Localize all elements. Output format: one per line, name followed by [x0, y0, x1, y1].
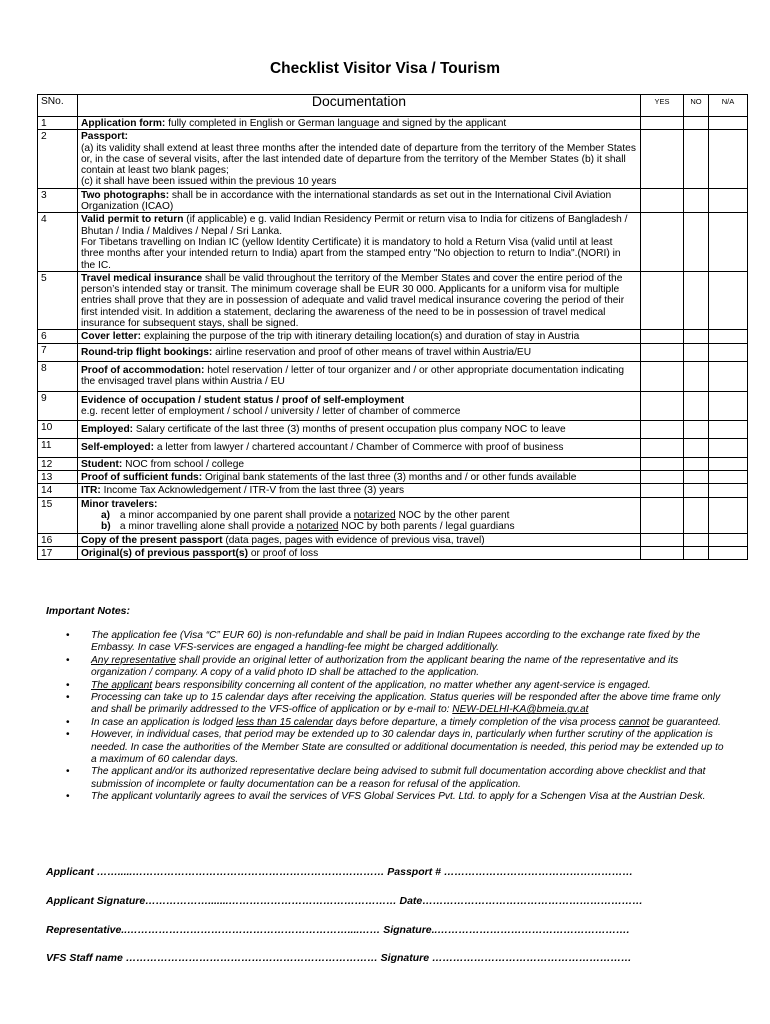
bold-text: Minor travelers: — [81, 498, 158, 510]
checkbox-cell-na[interactable] — [709, 546, 748, 559]
header-sno: SNo. — [38, 95, 78, 117]
table-row — [38, 361, 748, 391]
checkbox-cell-na[interactable] — [709, 421, 748, 439]
bold-text: Original(s) of previous passport(s) — [81, 547, 248, 559]
bold-text: Travel medical insurance — [81, 272, 203, 284]
table-row — [38, 484, 748, 497]
row-documentation — [78, 457, 641, 470]
checkbox-cell-na[interactable] — [709, 497, 748, 533]
header-documentation: Documentation — [78, 95, 641, 117]
bold-text: Self-employed: — [81, 442, 155, 454]
bullet-icon: • — [66, 791, 70, 803]
checkbox-cell-na[interactable] — [709, 361, 748, 391]
text: shall be valid throughout the territory of the Member States and cover the entire period of the person’s intended stay or transit. The minimum coverage shall be EUR 30 000. Applicants for a uniform visa for multiple entries shall prove that they are in possession of adequate and valid travel medical insurance covering the period of their first intended visit. In addition a statement, declaring the awareness of the need to be in possession of travel medical insurance for subsequent stays, shall be signed. — [81, 272, 625, 330]
row-number: 14 — [38, 484, 78, 497]
representative-signature-line: Representative..………………………………………………………....…… Signature..………………………………………………. — [46, 924, 630, 936]
text: shall provide an original letter of authorization from the applicant bearing the name of the representative and its organization / company. A copy of a valid photo ID shall be attached to the application. — [91, 654, 679, 679]
header-na: N/A — [709, 95, 748, 117]
row-line — [81, 395, 637, 406]
underlined-text: less than 15 calendar — [236, 716, 333, 728]
table-row — [38, 391, 748, 421]
checkbox-cell-yes[interactable] — [641, 457, 684, 470]
checkbox-cell-na[interactable] — [709, 457, 748, 470]
bullet-icon: • — [66, 654, 70, 666]
checkbox-cell-na[interactable] — [709, 117, 748, 130]
checkbox-cell-no[interactable] — [684, 421, 709, 439]
text: NOC from school / college — [122, 458, 245, 470]
row-number: 11 — [38, 439, 78, 457]
row-line — [81, 143, 637, 177]
checkbox-cell-na[interactable] — [709, 439, 748, 457]
row-documentation — [78, 188, 641, 213]
checkbox-cell-yes[interactable] — [641, 533, 684, 546]
checkbox-cell-na[interactable] — [709, 533, 748, 546]
bold-text: Student: — [81, 458, 123, 470]
header-yes: YES — [641, 95, 684, 117]
row-documentation — [78, 271, 641, 329]
row-documentation — [78, 330, 641, 343]
row-documentation — [78, 497, 641, 533]
row-documentation — [78, 546, 641, 559]
row-documentation — [78, 439, 641, 457]
bullet-icon: • — [66, 630, 70, 641]
checkbox-cell-na[interactable] — [709, 471, 748, 484]
note-item — [44, 680, 724, 692]
row-number: 5 — [38, 271, 78, 329]
document-title: Checklist Visitor Visa / Tourism — [269, 60, 500, 77]
checkbox-cell-yes[interactable] — [641, 213, 684, 271]
text: Original bank statements of the last three (3) months and / or other funds available — [202, 472, 577, 484]
text: Salary certificate of the last three (3) months of present occupation plus company NOC to leave — [133, 424, 566, 436]
checkbox-cell-no[interactable] — [684, 484, 709, 497]
text: Income Tax Acknowledgement / ITR-V from the last three (3) years — [100, 485, 405, 497]
checkbox-cell-yes[interactable] — [641, 497, 684, 533]
text: e.g. recent letter of employment / school / university / letter of chamber of commerce — [81, 405, 461, 417]
bold-text: ITR: — [81, 485, 101, 497]
row-documentation — [78, 471, 641, 484]
row-line — [81, 548, 637, 559]
row-number: 4 — [38, 213, 78, 271]
table-row — [38, 343, 748, 361]
checkbox-cell-na[interactable] — [709, 484, 748, 497]
row-line — [81, 459, 637, 470]
notes-list — [44, 630, 724, 804]
checkbox-cell-no[interactable] — [684, 330, 709, 343]
checkbox-cell-yes[interactable] — [641, 421, 684, 439]
row-number: 13 — [38, 471, 78, 484]
row-line — [81, 273, 637, 329]
note-item — [44, 655, 724, 680]
text: For Tibetans travelling on Indian IC (yellow Identity Certificate) it is mandatory to hold a Return Visa (valid until at least three months after your intended return to India) apart from the stamped entry "No objection to return to India".(NORI) in the IC. — [81, 236, 621, 271]
underlined-text: The applicant — [91, 679, 153, 691]
bold-text: Passport: — [81, 131, 128, 143]
table-row — [38, 271, 748, 329]
bullet-icon: • — [66, 679, 70, 691]
checkbox-cell-yes[interactable] — [641, 484, 684, 497]
row-line — [81, 424, 637, 435]
row-line — [81, 347, 637, 358]
notes-title: Important Notes: — [46, 605, 130, 617]
checkbox-cell-no[interactable] — [684, 439, 709, 457]
row-number: 2 — [38, 130, 78, 188]
row-documentation — [78, 117, 641, 130]
bold-text: Employed: — [81, 424, 134, 436]
header-no: NO — [684, 95, 709, 117]
checkbox-cell-no[interactable] — [684, 533, 709, 546]
checkbox-cell-no[interactable] — [684, 457, 709, 470]
row-number: 1 — [38, 117, 78, 130]
checkbox-cell-na[interactable] — [709, 271, 748, 329]
text: a letter from lawyer / chartered accountant / Chamber of Commerce with proof of business — [154, 442, 564, 454]
checkbox-cell-yes[interactable] — [641, 343, 684, 361]
row-line — [81, 331, 637, 342]
row-documentation — [78, 533, 641, 546]
applicant-passport-line: Applicant …….....……………………………………………………………… Passport # ……………………………………………… — [46, 866, 633, 878]
underlined-text: Any representative — [91, 654, 176, 666]
row-number: 12 — [38, 457, 78, 470]
row-line — [81, 406, 637, 417]
bold-text: Valid permit to return — [81, 214, 184, 226]
row-line — [81, 237, 637, 271]
checkbox-cell-yes[interactable] — [641, 130, 684, 188]
row-documentation — [78, 421, 641, 439]
checkbox-cell-na[interactable] — [709, 188, 748, 213]
row-line — [81, 510, 637, 521]
table-row — [38, 471, 748, 484]
row-line — [81, 442, 637, 453]
checkbox-cell-no[interactable] — [684, 497, 709, 533]
table-row — [38, 497, 748, 533]
table-row — [38, 117, 748, 130]
bold-text: Round-trip flight bookings: — [81, 346, 213, 358]
text: NOC by the other parent — [395, 509, 510, 521]
row-number: 10 — [38, 421, 78, 439]
text: a minor accompanied by one parent shall provide a — [119, 509, 354, 521]
bold-text: Cover letter: — [81, 331, 142, 343]
row-number: 16 — [38, 533, 78, 546]
row-line — [81, 535, 637, 546]
row-line — [81, 176, 637, 187]
row-line — [81, 131, 637, 142]
bullet-icon: • — [66, 716, 70, 728]
row-line — [81, 118, 637, 129]
checkbox-cell-na[interactable] — [709, 343, 748, 361]
row-number: 3 — [38, 188, 78, 213]
text: or proof of loss — [248, 547, 319, 559]
bold-text: a) — [101, 509, 111, 521]
note-item — [44, 729, 724, 766]
row-line — [81, 472, 637, 483]
row-number: 8 — [38, 361, 78, 391]
note-item — [44, 630, 724, 655]
table-body — [38, 117, 748, 560]
row-line — [81, 214, 637, 237]
table-row — [38, 330, 748, 343]
row-documentation — [78, 343, 641, 361]
checkbox-cell-no[interactable] — [684, 343, 709, 361]
note-item — [44, 766, 724, 791]
table-row — [38, 421, 748, 439]
bullet-icon: • — [66, 766, 70, 778]
text: airline reservation and proof of other means of travel within Austria/EU — [212, 346, 532, 358]
text: (if applicable) e g. valid Indian Residency Permit or return visa to India for citizens of Bangladesh / Bhutan / India / Maldives / Nepal / Sri Lanka. — [81, 214, 628, 237]
checkbox-cell-na[interactable] — [709, 213, 748, 271]
checkbox-cell-yes[interactable] — [641, 188, 684, 213]
row-documentation — [78, 213, 641, 271]
checkbox-cell-no[interactable] — [684, 188, 709, 213]
underlined-text: NEW-DELHI-KA@bmeia.gv.at — [452, 704, 589, 716]
text: The applicant voluntarily agrees to avail the services of VFS Global Services Pvt. Ltd. to apply for a Schengen Visa at the Austrian Desk. — [91, 791, 706, 803]
row-line — [81, 499, 637, 510]
checkbox-cell-no[interactable] — [684, 361, 709, 391]
text: However, in individual cases, that period may be extended up to 30 calendar days in, particularly when further scrutiny of the application is needed. In case the authorities of the Member State are consulted or additional documentation is needed, this period may be extended up to a maximum of 60 calendar days. — [91, 729, 724, 766]
table-header-row — [38, 95, 748, 117]
text: bears responsibility concerning all content of the application, no matter whether any agent-service is engaged. — [152, 679, 651, 691]
bold-text: b) — [101, 521, 111, 533]
bold-text: Proof of sufficient funds: — [81, 472, 203, 484]
checkbox-cell-yes[interactable] — [641, 361, 684, 391]
checkbox-cell-yes[interactable] — [641, 271, 684, 329]
table-row — [38, 533, 748, 546]
text: NOC by both parents / legal guardians — [338, 521, 515, 533]
row-number: 15 — [38, 497, 78, 533]
checkbox-cell-yes[interactable] — [641, 546, 684, 559]
checkbox-cell-no[interactable] — [684, 213, 709, 271]
table-row — [38, 130, 748, 188]
text: (c) it shall have been issued within the previous 10 years — [81, 176, 337, 188]
text: fully completed in English or German language and signed by the applicant — [165, 118, 507, 129]
bullet-icon: • — [66, 692, 70, 704]
text: explaining the purpose of the trip with itinerary detailing location(s) and duration of stay in Austria — [141, 331, 580, 343]
text: (data pages, pages with evidence of previous visa, travel) — [222, 534, 485, 546]
text: Processing can take up to 15 calendar days after receiving the application. Status queries will be responded after the above time frame only and shall be primarily addressed to the VFS-office of application or by e-mail to: — [91, 692, 721, 716]
checkbox-cell-na[interactable] — [709, 130, 748, 188]
checkbox-cell-yes[interactable] — [641, 439, 684, 457]
text: shall be in accordance with the international standards as set out in the International Civil Aviation Organization (ICAO) — [81, 189, 612, 213]
text: The applicant and/or its authorized representative declare being advised to submit full documentation according above checklist and that submission of incomplete or faulty documentation can be a reason for refusal of the application. — [91, 766, 706, 790]
row-line — [81, 190, 637, 213]
checkbox-cell-no[interactable] — [684, 130, 709, 188]
text: In case an application is lodged — [91, 716, 236, 728]
note-item — [44, 791, 724, 803]
row-number: 7 — [38, 343, 78, 361]
note-item — [44, 692, 724, 717]
row-documentation — [78, 391, 641, 421]
table-row — [38, 457, 748, 470]
table-row — [38, 188, 748, 213]
text: a minor travelling alone shall provide a — [119, 521, 297, 533]
row-line — [81, 521, 637, 532]
bold-text: Two photographs: — [81, 189, 170, 201]
text: be guaranteed. — [649, 716, 721, 728]
row-documentation — [78, 361, 641, 391]
checkbox-cell-yes[interactable] — [641, 117, 684, 130]
checkbox-cell-yes[interactable] — [641, 471, 684, 484]
checkbox-cell-na[interactable] — [709, 391, 748, 421]
note-item — [44, 717, 724, 729]
checkbox-cell-na[interactable] — [709, 330, 748, 343]
checkbox-cell-no[interactable] — [684, 117, 709, 130]
text: hotel reservation / letter of tour organizer and / or other appropriate documentation indicating the envisaged travel plans within Austria / EU — [81, 364, 625, 388]
bold-text: Application form: — [81, 118, 166, 129]
bullet-icon: • — [66, 729, 70, 741]
bold-text: Evidence of occupation / student status / proof of self-employment — [81, 394, 405, 406]
checkbox-cell-no[interactable] — [684, 271, 709, 329]
text: days before departure, a timely completion of the visa process — [332, 716, 619, 728]
row-line — [81, 365, 637, 388]
checkbox-cell-no[interactable] — [684, 546, 709, 559]
row-number: 9 — [38, 391, 78, 421]
checklist-table — [37, 94, 748, 560]
row-documentation — [78, 484, 641, 497]
checkbox-cell-yes[interactable] — [641, 391, 684, 421]
underlined-text: cannot — [618, 716, 650, 728]
bold-text: Copy of the present passport — [81, 534, 223, 546]
underlined-text: notarized — [296, 521, 339, 533]
table-row — [38, 439, 748, 457]
row-number: 6 — [38, 330, 78, 343]
checkbox-cell-no[interactable] — [684, 391, 709, 421]
checkbox-cell-no[interactable] — [684, 471, 709, 484]
table-row — [38, 213, 748, 271]
text: (a) its validity shall extend at least three months after the intended date of departure from the territory of the Member States or, in the case of several visits, after the last intended date of departure from the territory of the Member States (b) it shall contain at least two blank pages; — [81, 142, 636, 177]
vfs-staff-signature-line: VFS Staff name ……………………………………………………………… Signature ………………………………………………… — [46, 952, 632, 964]
row-number: 17 — [38, 546, 78, 559]
applicant-signature-date-line: Applicant Signature……………….......………………………………………… Date……………………………………………………… — [46, 895, 643, 907]
row-line — [81, 485, 637, 496]
underlined-text: notarized — [353, 509, 396, 521]
checkbox-cell-yes[interactable] — [641, 330, 684, 343]
row-documentation — [78, 130, 641, 188]
bold-text: Proof of accommodation: — [81, 364, 205, 376]
table-row — [38, 546, 748, 559]
text: The application fee (Visa “C” EUR 60) is non-refundable and shall be paid in Indian Rupees according to the exchange rate fixed by the Embassy. In case VFS-services are engaged a handling-fee might be charged additionally. — [91, 630, 701, 654]
